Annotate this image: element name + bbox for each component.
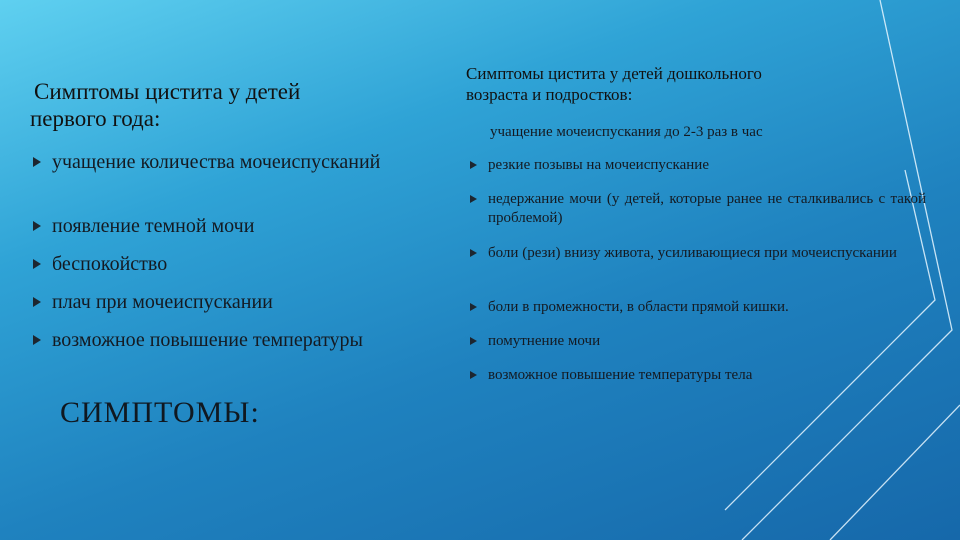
list-item-text: возможное повышение температуры тела: [488, 367, 753, 383]
right-column-heading: [466, 63, 926, 105]
slide-title: СИМПТОМЫ:: [60, 396, 260, 429]
list-item-text: плач при мочеиспускании: [52, 291, 273, 313]
list-item: [468, 190, 926, 244]
right-heading-line1: Симптомы цистита у детей дошкольного: [466, 64, 762, 83]
right-heading-line2: возраста и подростков:: [466, 85, 633, 104]
list-item: [30, 214, 450, 252]
bullet-arrow-icon: [470, 371, 477, 379]
list-item-text: возможное повышение температуры: [52, 329, 363, 351]
list-item-text: помутнение мочи: [488, 333, 601, 349]
list-item-text: боли (рези) внизу живота, усиливающиеся при мочеиспускании: [488, 245, 897, 261]
left-heading-line1: Симптомы цистита у детей: [34, 79, 301, 104]
list-item-text: резкие позывы на мочеиспускание: [488, 157, 709, 173]
list-item-text: учащение количества мочеиспусканий: [52, 151, 381, 173]
bullet-arrow-icon: [470, 161, 477, 169]
bullet-arrow-icon: [470, 195, 477, 203]
left-symptom-list: [30, 150, 450, 366]
left-heading-line2: первого года:: [30, 106, 161, 131]
list-item-text: появление темной мочи: [52, 215, 255, 237]
list-item-text: боли в промежности, в области прямой кишки.: [488, 299, 789, 315]
right-subline: учащение мочеиспускания до 2-3 раз в час: [490, 124, 763, 140]
decor-line-diagonal: [830, 405, 960, 540]
list-item: [30, 252, 450, 290]
bullet-arrow-icon: [33, 259, 41, 269]
list-item-text: беспокойство: [52, 253, 168, 275]
bullet-arrow-icon: [470, 337, 477, 345]
list-item: [468, 298, 926, 332]
bullet-arrow-icon: [470, 249, 477, 257]
bullet-arrow-icon: [33, 335, 41, 345]
left-column-heading: [30, 78, 390, 132]
list-item: [468, 366, 926, 396]
list-item: [468, 244, 926, 298]
bullet-arrow-icon: [33, 297, 41, 307]
list-item: [468, 332, 926, 366]
list-item: [30, 150, 450, 214]
list-item-text: недержание мочи (у детей, которые ранее не сталкивались с такой проблемой): [488, 191, 926, 226]
bullet-arrow-icon: [470, 303, 477, 311]
list-item: [30, 290, 450, 328]
right-symptom-list: [468, 156, 926, 396]
bullet-arrow-icon: [33, 157, 41, 167]
list-item: [468, 156, 926, 190]
bullet-arrow-icon: [33, 221, 41, 231]
list-item: [30, 328, 450, 366]
